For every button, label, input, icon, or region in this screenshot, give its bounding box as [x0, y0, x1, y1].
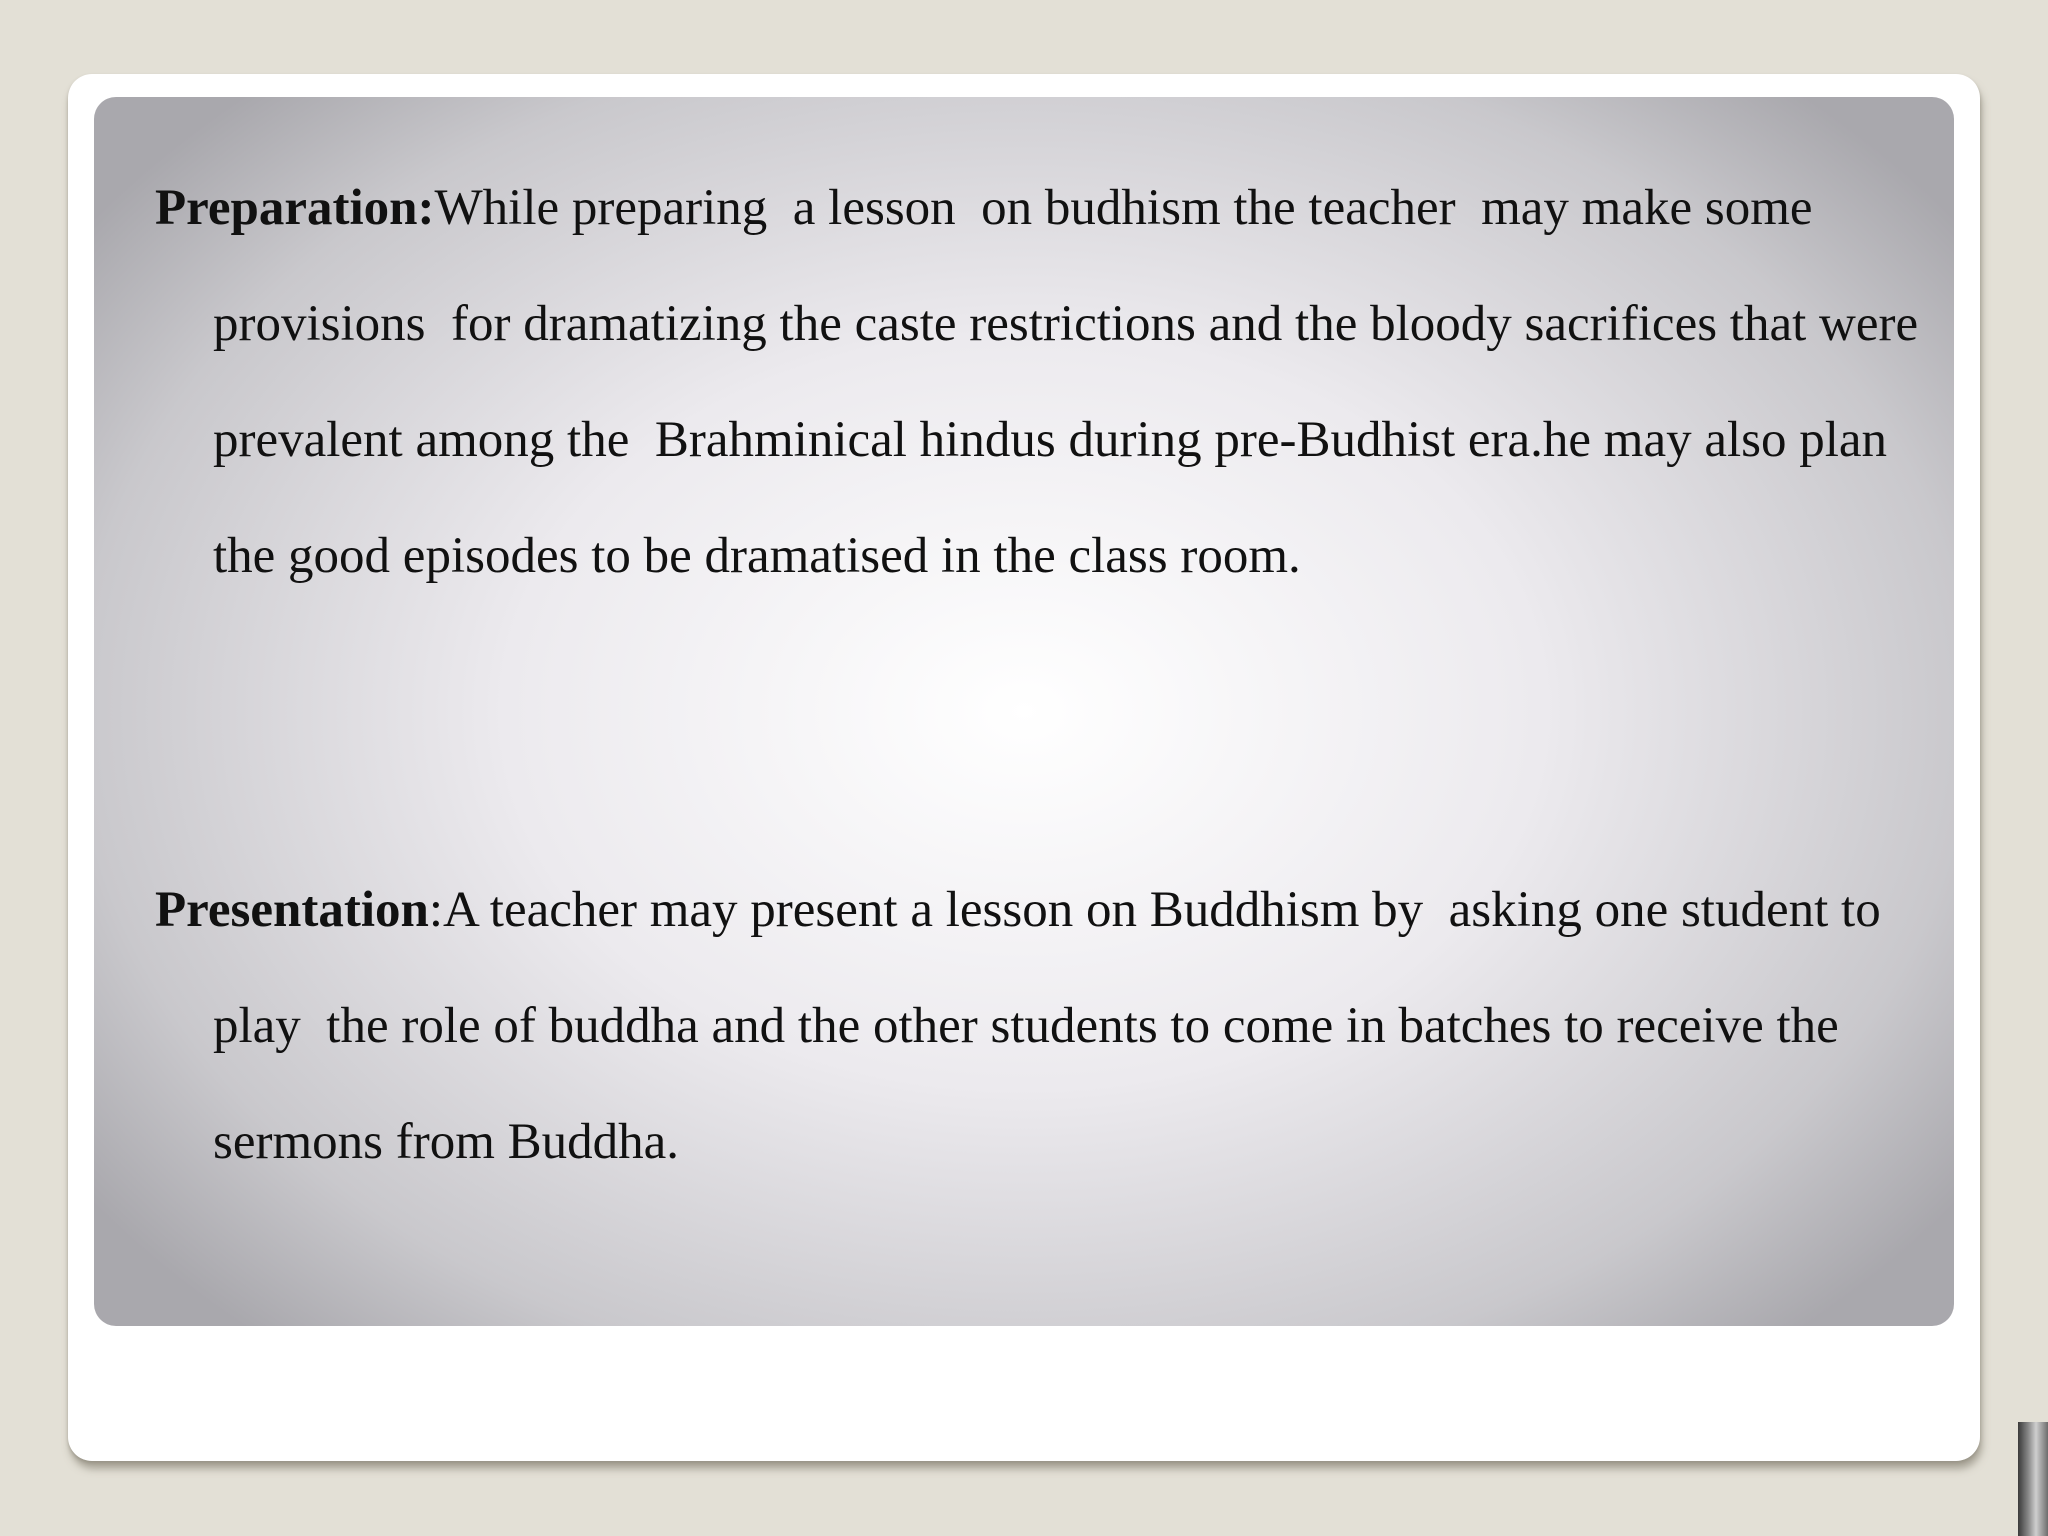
preparation-label: Preparation: — [155, 180, 435, 236]
corner-thumbnail-image — [2018, 1422, 2048, 1536]
preparation-text: While preparing a lesson on budhism the teacher may make some provisions for dramatizing the caste restrictions and the bloody sacrifices that were prevalent among the Brahminical hindus during pre-Budhist era.he may also plan the good episodes to be dramatised in the class room. — [213, 180, 1931, 584]
presentation-label: Presentation — [155, 882, 429, 938]
presentation-paragraph — [155, 852, 1943, 1200]
presentation-text: :A teacher may present a lesson on Buddhism by asking one student to play the role of buddha and the other students to come in batches to receive the sermons from Buddha. — [213, 882, 1894, 1170]
preparation-paragraph — [155, 150, 1943, 614]
